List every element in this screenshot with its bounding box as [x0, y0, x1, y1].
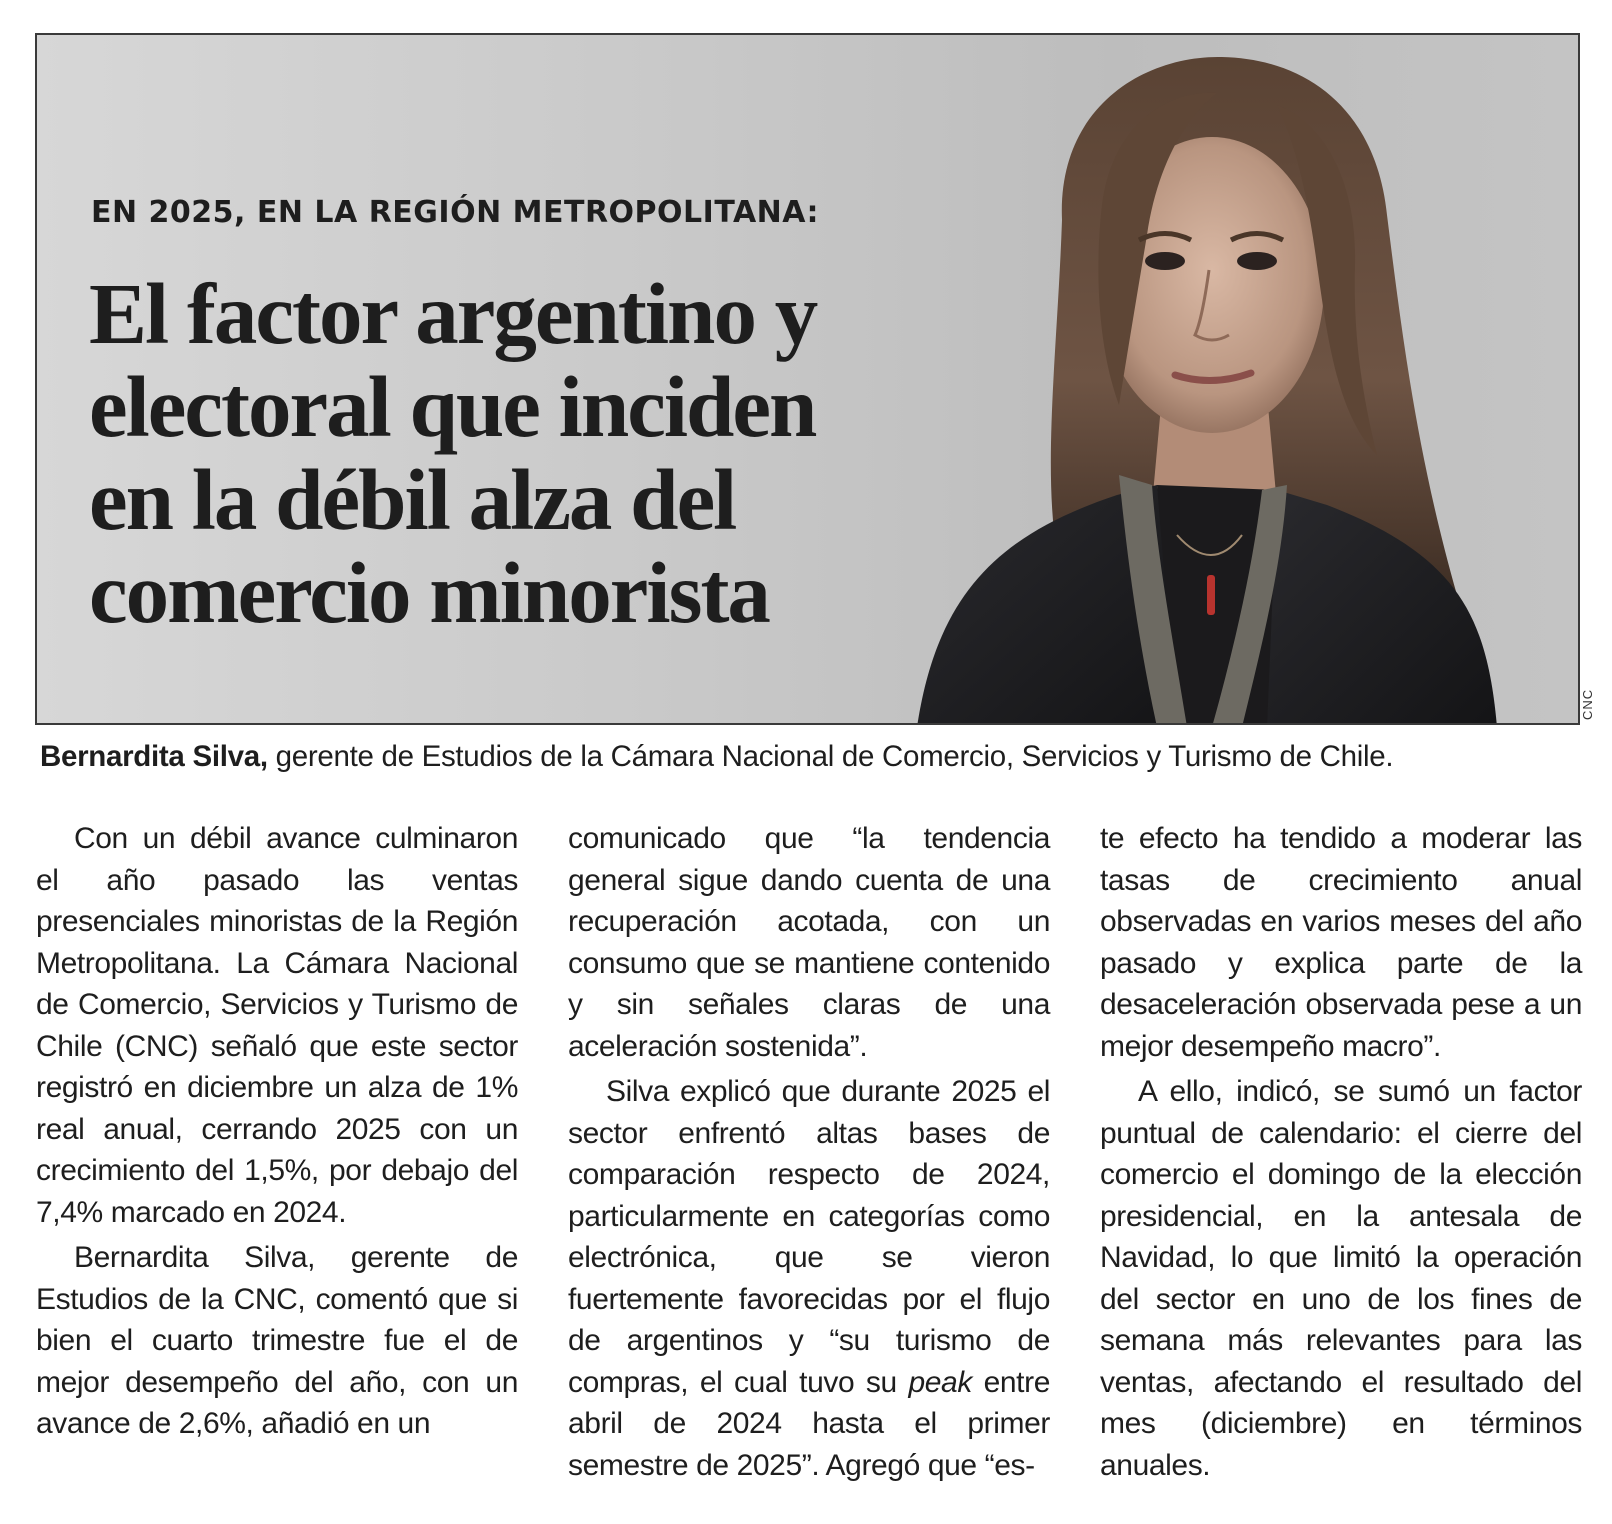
- headline: El factor argentino y electoral que inciden en la débil alza del comercio minorista: [89, 265, 817, 641]
- portrait-photo: [857, 35, 1557, 725]
- italic-word: peak: [908, 1365, 972, 1399]
- paragraph: A ello, indicó, se sumó un factor puntual de calendario: el cierre del comercio el domingo de la elección presidencial, en la antesala de Navidad, lo que limitó la operación del sector en uno de los fines de semana más relevantes para las ventas, afectando el resultado del mes (diciembre) en términos anuales.: [1100, 1075, 1582, 1482]
- paragraph: [568, 1071, 1050, 1486]
- paragraph: comunicado que “la tendencia general sigue dando cuenta de una recuperación acotada, con un consumo que se mantiene contenido y sin señales claras de una aceleración sostenida”.: [568, 822, 1050, 1063]
- caption-text: gerente de Estudios de la Cámara Nacional de Comercio, Servicios y Turismo de Chile.: [267, 740, 1394, 773]
- paragraph: Bernardita Silva, gerente de Estudios de la CNC, comentó que si bien el cuarto trimestre fue el de mejor desempeño del año, con un avance de 2,6%, añadió en un: [36, 1241, 518, 1440]
- paragraph: Con un débil avance culminaron el año pasado las ventas presenciales minoristas de la Región Metropolitana. La Cámara Nacional de Comercio, Servicios y Turismo de Chile (CNC) señaló que este sector registró en diciembre un alza de 1% real anual, cerrando 2025 con un crecimiento del 1,5%, por debajo del 7,4% marcado en 2024.: [36, 822, 518, 1229]
- caption-name: Bernardita Silva,: [40, 740, 268, 773]
- paragraph-text: Silva explicó que durante 2025 el sector enfrentó altas bases de comparación respecto de 2024, particularmente en categorías como electrónica, que se vieron fuertemente favorecidas por el flujo de argentinos y “su turismo de compras, el cual tuvo su: [568, 1075, 1050, 1399]
- body-column-1: [36, 818, 518, 1445]
- article-header: [35, 33, 1580, 725]
- paragraph: te efecto ha tendido a moderar las tasas de crecimiento anual observadas en varios meses del año pasado y explica parte de la desaceleración observada pese a un mejor desempeño macro”.: [1100, 822, 1582, 1063]
- body-column-2: [568, 818, 1050, 1486]
- kicker: EN 2025, EN LA REGIÓN METROPOLITANA:: [91, 195, 820, 230]
- photo-caption: [40, 740, 1600, 774]
- paragraph-text: entre abril de 2024 hasta el primer semestre de 2025”. Agregó que “es-: [568, 1365, 1050, 1482]
- photo-credit: CNC: [1580, 688, 1595, 720]
- body-column-3: [1100, 818, 1582, 1486]
